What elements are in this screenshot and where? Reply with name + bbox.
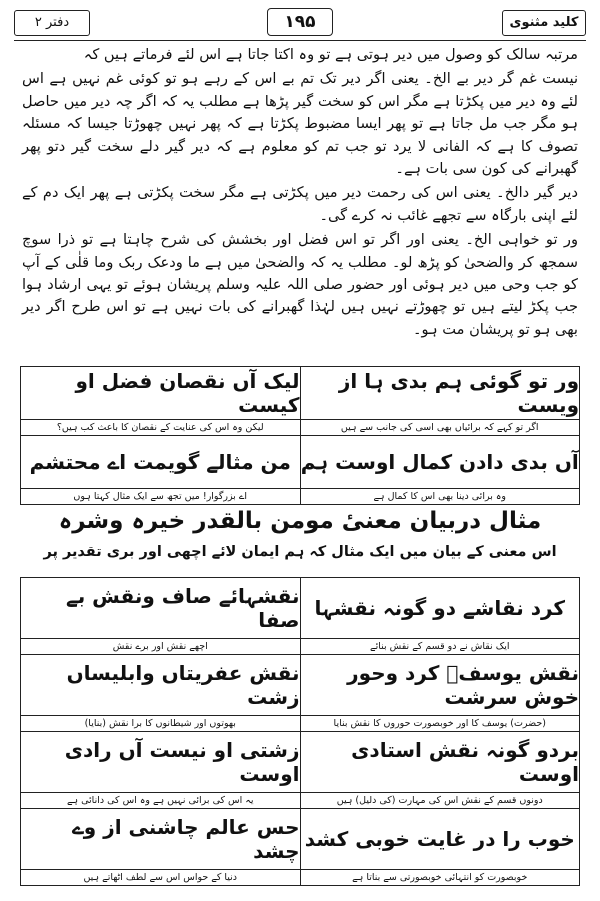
verse-text: زشتی او نیست آں رادی اوست <box>64 738 300 786</box>
verse-translation: وہ برائی دینا بھی اس کا کمال ہے <box>301 488 580 504</box>
verse-row <box>21 367 579 436</box>
header-rule <box>14 40 586 41</box>
verse-row <box>21 436 579 504</box>
verse-text: ور تو گوئی ہم بدی ہا از ویست <box>338 369 579 417</box>
verse-translation: اچھے نقش اور برے نقش <box>21 638 300 654</box>
verse-translation: یہ اس کی برائی نہیں ہے وہ اس کی دانائی ہے <box>21 792 300 808</box>
book-title-box: کلید مثنوی <box>502 10 586 36</box>
verse-cell-right <box>300 655 580 731</box>
verse-cell-left <box>21 436 300 504</box>
paragraph-1: مرتبہ سالک کو وصول میں دیر ہوتی ہے تو وہ اکتا جاتا ہے اس لئے فرماتے ہیں کہ <box>83 46 578 63</box>
verse-table-2 <box>20 577 580 886</box>
verse-cell-left <box>21 655 300 731</box>
verse-cell-right <box>300 367 580 435</box>
verse-text: حس عالم چاشنی از وے چشد <box>72 815 300 863</box>
verse-translation: (حضرت) یوسف کا اور خوبصورت حوروں کا نقش بنایا <box>301 715 580 731</box>
verse-cell-left <box>21 367 300 435</box>
paragraph-3: دیر گیر دالخ۔ یعنی اس کی رحمت دیر میں پکڑتی ہے مگر سخت پکڑتی ہے پھر ایک دم کے لئے اپنی بارگاہ سے تجھے غائب نہ کرے گی۔ <box>22 184 578 224</box>
verse-cell-right <box>300 732 580 808</box>
verse-text: نقش یوسفؑ کرد وحور خوش سرشت <box>347 661 579 709</box>
verse-translation: اے بزرگوار! میں تجھ سے ایک مثال کہتا ہوں <box>21 488 300 504</box>
verse-row <box>21 732 579 809</box>
verse-translation: دونوں قسم کے نقش اس کی مہارت (کی دلیل) ہیں <box>301 792 580 808</box>
verse-row <box>21 655 579 732</box>
page-number: ۱۹۵ <box>267 8 333 36</box>
verse-translation: اگر تو کہے کہ برائیاں بھی اسی کی جانب سے ہیں <box>301 419 580 435</box>
verse-cell-left <box>21 732 300 808</box>
verse-text: من مثالے گویمت اے محتشم <box>29 450 291 474</box>
verse-cell-left <box>21 578 300 654</box>
verse-text: نقش عفریتاں وابلیساں زشت <box>66 661 300 709</box>
verse-text: بردو گونہ نقش استادی اوست <box>351 738 579 786</box>
verse-translation: دنیا کے حواس اس سے لطف اٹھاتے ہیں <box>21 869 300 885</box>
page-header <box>14 10 586 36</box>
verse-row <box>21 578 579 655</box>
paragraph-4: ور تو خواہی الخ۔ یعنی اور اگر تو اس فضل اور بخشش کی شرح چاہتا ہے تو ذرا سوچ سمجھ کر والضحیٰ کو پڑھ لو۔ مطلب یہ کہ والضحیٰ میں ہے ما ودعک ربک وما قلٰی کے آپ کو جب وحی میں دیر ہوئی اور حضور صلی اللہ علیہ وسلم پریشان ہوئے تو یہی ارشاد ہوا جب پکڑ لیتے ہیں تو چھوڑتے نہیں ہیں لہٰذا گھبرانے کی بات نہیں ہے تو اس طرح اگر دیر بھی ہو تو پریشان مت ہو۔ <box>22 231 578 338</box>
verse-cell-right <box>300 578 580 654</box>
commentary-text <box>22 44 578 343</box>
verse-translation: ایک نقاش نے دو قسم کے نقش بنائے <box>301 638 580 654</box>
verse-translation: خوبصورت کو انتہائی خوبصورتی سے بناتا ہے <box>301 869 580 885</box>
verse-cell-right <box>300 809 580 885</box>
verse-row <box>21 809 579 885</box>
verse-text: خوب را در غایت خوبی کشد <box>304 827 575 851</box>
daftar-box: دفتر ۲ <box>14 10 90 36</box>
verse-translation: بھوتوں اور شیطانوں کا برا نقش (بنایا) <box>21 715 300 731</box>
verse-text: لیک آں نقصان فضل او کیست <box>75 369 300 417</box>
verse-cell-right <box>300 436 580 504</box>
section-subheading: اس معنی کے بیان میں ایک مثال کہ ہم ایمان لائے اچھی اور بری تقدیر پر <box>43 544 557 560</box>
verse-text: آں بدی دادن کمال اوست ہم <box>300 450 579 474</box>
verse-text: کرد نقاشے دو گونہ نقشہا <box>314 596 566 620</box>
verse-text: نقشہائے صاف ونقش بے صفا <box>65 584 300 632</box>
verse-cell-left <box>21 809 300 885</box>
verse-table-1 <box>20 366 580 505</box>
paragraph-2: نیست غم گر دیر بے الخ۔ یعنی اگر دیر تک تم بے اس کے رہے ہو تو کوئی غم نہیں ہے اس لئے وہ دیر میں پکڑتا ہے مگر اس کو سخت گیر پڑھا ہے مطلب یہ کہ اگر چہ دیر میں حاصل ہو مگر جب مل جاتا ہے تو پھر ایسا مضبوط پکڑتا ہے کہ پھر نہیں چھوڑتا جیسا کہ مسئلہ تصوف کا ہے کہ الفانی لا یرد تو جب تم کو معلوم ہے کہ دیر گیر دلے سخت گیر دتو پھر گھبرانے کی کون سی بات ہے۔ <box>22 70 578 178</box>
verse-translation: لیکن وہ اس کی عنایت کے نقصان کا باعث کب ہیں؟ <box>21 419 300 435</box>
section-heading: مثال دربیان معنیٔ مومن بالقدر خیرہ وشرہ <box>58 508 542 534</box>
